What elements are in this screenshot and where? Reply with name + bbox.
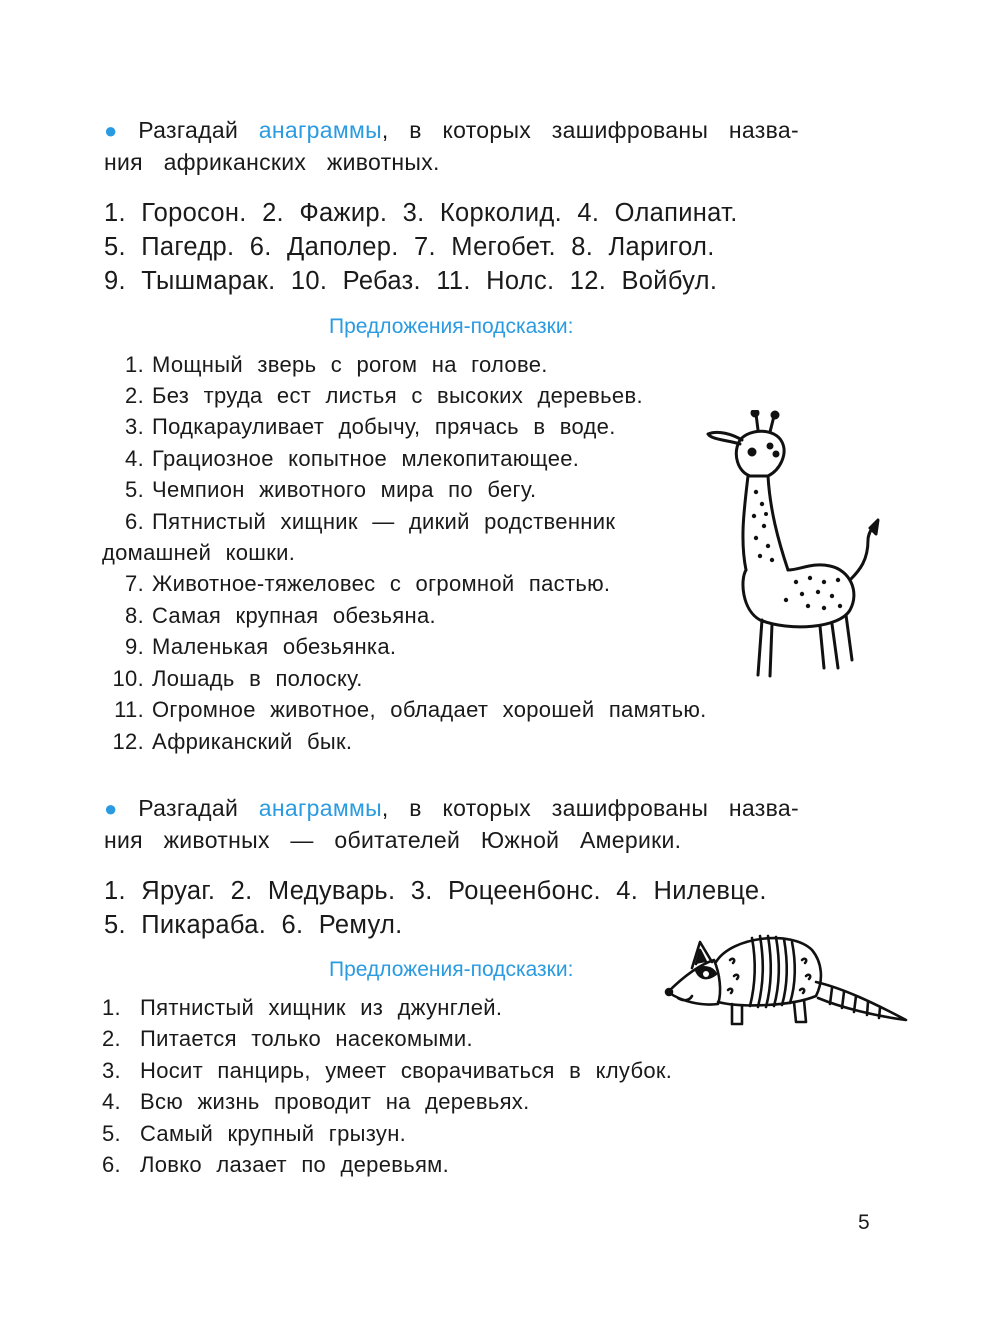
- bullet-icon: ●: [104, 118, 118, 143]
- hint-item: 5. Чемпион животного мира по бегу.: [125, 477, 537, 502]
- hint-item: 2. Питается только насекомыми.: [102, 1026, 473, 1051]
- hint-item: 12. Африканский бык.: [112, 729, 353, 754]
- intro-keyword: анаграммы: [258, 117, 382, 143]
- section2-anagram-line: 1. Яруаг. 2. Медуварь. 3. Роцеенбонс. 4. Нилевце.: [104, 877, 767, 905]
- section2-hints-title: Предложения-подсказки:: [329, 958, 574, 981]
- hint-item: 6. Ловко лазает по деревьям.: [102, 1152, 450, 1177]
- hint-item: 3. Подкарауливает добычу, прячась в воде.: [125, 414, 616, 439]
- hint-item: 5. Самый крупный грызун.: [102, 1121, 407, 1146]
- section1-anagram-line: 9. Тышмарак. 10. Ребаз. 11. Нолс. 12. Войбул.: [104, 267, 718, 295]
- section2-anagram-line: 5. Пикараба. 6. Ремул.: [104, 911, 403, 939]
- hint-item: 8. Самая крупная обезьяна.: [125, 603, 436, 628]
- armadillo-illustration: [662, 930, 912, 1030]
- hint-item: 4. Грациозное копытное млекопитающее.: [125, 446, 580, 471]
- hint-item: 11. Огромное животное, обладает хорошей памятью.: [114, 697, 707, 722]
- intro-suffix: , в которых зашифрованы назва-: [381, 795, 799, 821]
- section1-intro: [104, 117, 799, 144]
- hint-item: 1. Пятнистый хищник из джунглей.: [102, 995, 503, 1020]
- intro-prefix: Разгадай: [138, 795, 239, 821]
- page-number: 5: [858, 1211, 870, 1234]
- hint-item: 10. Лошадь в полоску.: [112, 666, 363, 691]
- intro-suffix: , в которых зашифрованы назва-: [381, 117, 799, 143]
- section1-anagram-line: 5. Пагедр. 6. Даполер. 7. Мегобет. 8. Ларигол.: [104, 233, 715, 261]
- hint-item: 9. Маленькая обезьянка.: [125, 634, 397, 659]
- hint-item: 1. Мощный зверь с рогом на голове.: [125, 352, 548, 377]
- section1-hints-title: Предложения-подсказки:: [329, 315, 574, 338]
- section1-intro-line2: ния африканских животных.: [104, 149, 440, 175]
- section2-intro: [104, 795, 799, 822]
- hint-item-continuation: домашней кошки.: [102, 540, 296, 565]
- giraffe-illustration: [700, 410, 890, 680]
- intro-keyword: анаграммы: [258, 795, 382, 821]
- hint-item: 7. Животное-тяжеловес с огромной пастью.: [125, 571, 611, 596]
- hint-item: 4. Всю жизнь проводит на деревьях.: [102, 1089, 530, 1114]
- intro-prefix: Разгадай: [138, 117, 239, 143]
- hint-item: 6. Пятнистый хищник — дикий родственник: [125, 509, 616, 534]
- bullet-icon: ●: [104, 796, 118, 821]
- section1-anagram-line: 1. Горосон. 2. Фажир. 3. Корколид. 4. Олапинат.: [104, 199, 738, 227]
- section2-intro-line2: ния животных — обитателей Южной Америки.: [104, 827, 682, 853]
- hint-item: 3. Носит панцирь, умеет сворачиваться в клубок.: [102, 1058, 673, 1083]
- hint-item: 2. Без труда ест листья с высоких деревьев.: [125, 383, 643, 408]
